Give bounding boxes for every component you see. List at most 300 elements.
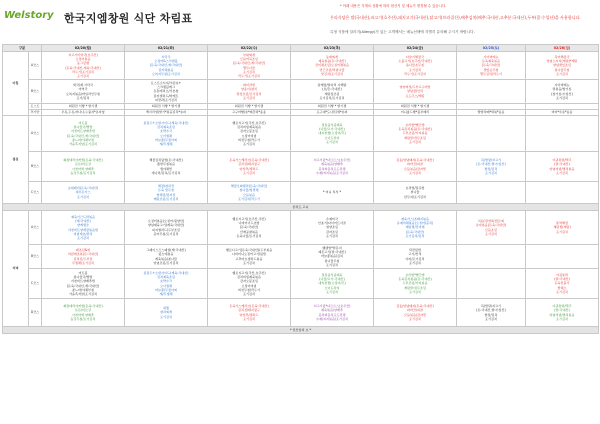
menu-line: 사천마세 양배추 — [72, 166, 94, 171]
course-label: A코스 — [29, 52, 42, 80]
menu-line: 피셔샐러드/두부조림 — [152, 227, 180, 232]
menu-line: 포기김치 — [409, 67, 421, 72]
menu-line: 마늘쫑볶음/김치 — [321, 254, 343, 259]
menu-cell — [42, 245, 125, 269]
menu-line: 단무지/포기김치 — [404, 194, 426, 199]
menu-cell — [42, 182, 125, 204]
menu-line: 제육볶음/양배추 — [321, 308, 343, 313]
menu-line: 파마코/피클 — [407, 162, 423, 167]
meal-label: 아침 — [3, 52, 29, 116]
menu-line: 파마코/피클 — [407, 308, 423, 313]
menu-line: 유제야채볶음(오징어/꽁치) — [396, 221, 434, 226]
menu-cell — [125, 211, 208, 245]
menu-cell — [526, 299, 599, 327]
menu-cell — [42, 52, 125, 80]
menu-line: 돈육가스케라브(돈육:국내산) — [229, 158, 269, 163]
menu-cell — [291, 182, 374, 204]
day-header: 02/20(월) — [42, 45, 125, 52]
menu-line: 돈육가스케라브(돈육:국내산) — [229, 304, 269, 309]
menu-cell — [291, 152, 374, 182]
menu-line: 감자채볶음 — [158, 67, 174, 72]
menu-line: 서천비트양계장볶음밥 — [68, 227, 98, 232]
menu-line: 포기김치 — [243, 141, 255, 146]
menu-line: 오복지볶음/바닐라인무침 — [66, 91, 100, 96]
menu-line: 콩나물국/쌀밥 — [73, 275, 93, 280]
menu-line: 김치전/돼지장구 — [238, 308, 260, 313]
menu-line: 포기김치 — [409, 316, 421, 321]
menu-row — [3, 116, 599, 152]
menu-line: 포기김치 — [243, 170, 255, 175]
menu-cell — [374, 152, 457, 182]
menu-line: 백시리얼/딸기*볶음김치*슈퍼 — [146, 110, 186, 115]
welstory-logo: Welstory — [4, 10, 54, 21]
header — [0, 0, 600, 44]
menu-line: 서천비트양배추밥 — [71, 279, 95, 284]
menu-line: 쌀밥라떼*떡볶*송송 — [477, 110, 505, 115]
menu-line: 쌈장/김치 — [484, 312, 498, 317]
day-header: 02/24(금) — [374, 45, 457, 52]
course-label: A코스 — [29, 116, 42, 152]
menu-line: (돈육:국내산) — [405, 229, 425, 234]
menu-cell — [125, 152, 208, 182]
menu-line: 통역해장 — [556, 221, 568, 226]
menu-cell — [457, 182, 526, 204]
menu-line: 해물김치덮밥(돈:국내산) — [149, 158, 183, 163]
menu-line: (돈:국내산,쌀:수입산) — [476, 308, 506, 313]
menu-line: 포기김치 — [485, 170, 497, 175]
menu-line: 양념비빔/멸치볶음 — [549, 312, 575, 317]
menu-line: 비빔계초/콘치 — [73, 231, 93, 236]
menu-line: 피망과/포기김치 — [155, 97, 177, 102]
course-label: B코스 — [29, 245, 42, 269]
menu-cell — [374, 269, 457, 299]
menu-line: 제육가스/초돼지볶음 — [401, 217, 429, 222]
menu-cell — [208, 245, 291, 269]
menu-line: 포기김치 — [409, 170, 421, 175]
menu-line: 버섯무침/깍두기 — [238, 137, 260, 142]
menu-line: 포기김치 — [77, 235, 89, 240]
menu-line: 포기김치 — [409, 289, 421, 294]
menu-cell — [374, 182, 457, 204]
menu-cell — [374, 116, 457, 152]
menu-line: 포기김치 — [409, 139, 421, 144]
menu-line: 포기김치 — [77, 73, 89, 78]
menu-line: 김치전/두부전 — [73, 256, 93, 261]
menu-line: 포기김치 — [77, 194, 89, 199]
menu-line: 오이도라지 — [324, 135, 340, 140]
menu-line: 두부조림/가지볶음 — [402, 281, 428, 286]
menu-line: 계란찜/진미채 — [405, 225, 425, 230]
menu-line: 목/밥당/쇠고기 — [480, 304, 502, 309]
menu-line: 포기김치 — [556, 229, 568, 234]
menu-cell — [526, 269, 599, 299]
menu-line: 데미라면 — [243, 83, 255, 88]
menu-line: 감자오봉조림 — [240, 279, 258, 284]
menu-line: 새월 — [163, 306, 169, 311]
menu-cell — [526, 52, 599, 80]
menu-line: 닭볶음/참기름 — [552, 87, 572, 92]
menu-line: (돈육:국내산) — [239, 225, 259, 230]
menu-cell — [526, 116, 599, 152]
menu-line: 포기김치 — [243, 95, 255, 100]
menu-table — [2, 44, 599, 334]
notice-allergy: 특정 식품에 알러지(Allergy)가 있는 고객께서는 메뉴선택에 각별히 유의해 주시기 바랍니다. — [330, 30, 475, 34]
menu-line: 호박수국 — [160, 129, 172, 134]
menu-cell — [526, 211, 599, 245]
menu-row — [3, 152, 599, 182]
menu-line: 된장두+소면사이드(계육:국내산) — [143, 121, 189, 126]
menu-line: 산계공찰볶음 — [240, 229, 258, 234]
menu-line: 문어무침/포기김치 — [153, 231, 179, 236]
menu-line: 취나물 — [410, 190, 420, 195]
menu-line: 수제비국 — [326, 217, 338, 222]
menu-line: 나비미니오징어고기/덮밥 — [232, 252, 266, 257]
meal-label: 점심 — [3, 116, 29, 204]
menu-line: (돈육:국내산,계:국내산) — [232, 61, 266, 66]
menu-line: 비빔계초볶(돈:국내산) — [67, 252, 99, 257]
menu-cell — [42, 299, 125, 327]
menu-cell — [526, 152, 599, 182]
menu-line: (돈:국내산,쌀:수입산) — [476, 162, 506, 167]
menu-line: 미니롤드빵*블루베리 — [400, 110, 430, 115]
menu-line: 콩느마/야채부침 — [72, 287, 94, 292]
menu-cell — [42, 80, 125, 104]
menu-line: 고구마빵/슈*레몬떡*송송 — [231, 110, 267, 115]
menu-cell — [291, 299, 374, 327]
menu-line: 포기김치 — [409, 260, 421, 265]
menu-line: 비타*우유*송송 — [551, 110, 573, 115]
course-label: D코스 — [29, 299, 42, 327]
menu-line: 김동/양념돼지(돈육:국내산) — [396, 304, 434, 309]
menu-line: 양념소시지(계란)*계란 — [546, 59, 578, 64]
menu-line: 다슬기해장국 — [406, 55, 424, 60]
menu-cell — [291, 80, 374, 104]
menu-line: 콩나물무침 — [554, 67, 570, 72]
menu-line: 무생채/포기김치 — [72, 260, 94, 265]
menu-line: 소불고기(호주산/국내산) — [398, 59, 432, 64]
menu-line: 오징어볶음(오징어:원양산) — [147, 219, 185, 224]
menu-line: 오이생채 — [160, 133, 172, 138]
menu-line: 돈톤에리오/기본참 — [153, 89, 179, 94]
menu-line: 포기김치 — [485, 231, 497, 236]
menu-cell — [457, 80, 526, 104]
day-header: 02/21(화) — [125, 45, 208, 52]
menu-line: 포기김치 — [326, 233, 338, 238]
menu-line: 확장데리야끼밥(돈육:국내산) — [63, 158, 103, 163]
menu-cell — [125, 182, 208, 204]
menu-line: 쌈채소 — [557, 285, 567, 290]
menu-line: 오이도라지 — [324, 285, 340, 290]
menu-line: 돈육김치볶음(돈:국내산) — [398, 127, 432, 132]
menu-line: (돈육:국내산,계육:국내산) — [65, 65, 101, 70]
menu-line: 영양조림 — [326, 225, 338, 230]
menu-line: 레몬고기(닭:국내산) — [318, 250, 346, 255]
menu-line: 포기김치 — [556, 289, 568, 294]
menu-line: 깍두기/포기김치 — [404, 71, 426, 76]
menu-cell — [291, 52, 374, 80]
menu-line: 확장데리야끼밥(돈육:국내산) — [63, 304, 103, 309]
menu-line: (참기름:수입산) — [551, 91, 573, 96]
menu-cell — [457, 245, 526, 269]
menu-line: 양념장/인덕 — [407, 89, 423, 94]
menu-line: 서천비트양배추밥 — [71, 129, 95, 134]
menu-line: (계:국내산) — [75, 219, 91, 224]
menu-line: 회원전 식빵 * 딸기잼 — [317, 104, 347, 109]
menu-cell — [125, 116, 208, 152]
menu-cell — [457, 269, 526, 299]
menu-line: 돈육깐풍기 — [554, 281, 570, 286]
course-label: B코스 — [29, 152, 42, 182]
menu-cell — [526, 80, 599, 104]
menu-line: 포기김치 — [243, 291, 255, 296]
menu-line: 목/분당연회전/돈찌 — [478, 219, 504, 224]
menu-cell — [208, 80, 291, 104]
course-label: B코스 — [29, 80, 42, 104]
menu-line: 포기김치/김치 — [405, 233, 425, 238]
day-header-sun: 02/26(일) — [526, 45, 599, 52]
menu-line: 꽁치와꽁치포도전채 — [318, 166, 346, 171]
menu-line: 감자샐러드/바게트 — [153, 93, 179, 98]
menu-line: 깻잎순무침 — [483, 67, 499, 72]
menu-cell — [42, 269, 125, 299]
menu-line: 감자오봉조림 — [240, 129, 258, 134]
menu-line: 돈육제육볶음 — [482, 59, 500, 64]
divider-row — [3, 327, 599, 334]
menu-line: 양계생수 — [77, 223, 89, 228]
menu-line: 돈육김치볶음(돈:국내산) — [398, 277, 432, 282]
menu-cell — [125, 80, 208, 104]
menu-line: 모둠볶음/감자찐 — [404, 312, 426, 317]
menu-line: 그레이스즈스페셜(계:국내산) — [146, 248, 186, 253]
menu-line: 떡국/제 시락국 — [73, 83, 93, 88]
menu-line: 아귀통닭/맥주 — [552, 304, 572, 309]
menu-cell — [208, 299, 291, 327]
divider-cell: * 전산입력 보 * — [3, 327, 599, 334]
menu-line: 꽁치와꽁치포도전채 — [318, 312, 346, 317]
menu-line: 계란말이/무조림 — [404, 135, 426, 140]
menu-line: 연근조림/비빔나물 — [319, 67, 345, 72]
menu-line: 포기김치 — [326, 289, 338, 294]
menu-line: 돌나물초무침 — [406, 63, 424, 68]
menu-line: 오징어&스크램블 — [154, 59, 178, 64]
menu-line: 수제/쇠지볶음/포기김치 — [316, 316, 348, 321]
menu-line: 부대찌개 — [243, 53, 255, 58]
category-header: 구분 — [3, 45, 42, 52]
menu-line: 참나물/청경채 — [239, 188, 259, 193]
menu-line: 쇠고기덮*다르르스(호주산) — [313, 158, 351, 163]
menu-line: 김치전/돼지장구 — [238, 162, 260, 167]
menu-cell — [457, 116, 526, 152]
menu-line: 사이버메뉴 — [483, 55, 499, 60]
menu-line: 버섯무침/깍두기 — [238, 287, 260, 292]
menu-cell — [291, 245, 374, 269]
menu-row — [3, 80, 599, 104]
menu-cell — [457, 52, 526, 80]
menu-line: 영양버섯/두부고구마밥 — [399, 85, 431, 90]
menu-line: 김치제육조림 — [157, 125, 175, 130]
menu-line: 계란조림/포기김치 — [153, 196, 179, 201]
menu-line: 감자조림 — [326, 229, 338, 234]
menu-cell — [125, 245, 208, 269]
day-header-sat: 02/25(토) — [457, 45, 526, 52]
menu-line: 포기김치 — [160, 314, 172, 319]
menu-line: 돼조림&뷔 — [75, 248, 91, 253]
menu-line: 아귀통닭 — [556, 273, 568, 278]
menu-line: 모둠어묵조림 — [240, 57, 258, 62]
day-header: 02/23(목) — [291, 45, 374, 52]
menu-line: 동그랑땡 — [77, 61, 89, 66]
menu-line: 내지천찜(오징어/무) — [318, 281, 346, 286]
menu-line: (돈육:국내산,계:국내산) — [66, 283, 100, 288]
menu-line: 닥잔덮밥 — [409, 248, 421, 253]
menu-line: 깍두기/포기김치 — [72, 69, 94, 74]
menu-line: 사이버메뉴 — [554, 83, 570, 88]
menu-line: 시락국 — [161, 55, 171, 60]
menu-line: 미트볼 — [78, 121, 88, 126]
menu-row — [3, 211, 599, 245]
menu-cell — [291, 269, 374, 299]
menu-cell — [374, 299, 457, 327]
menu-cell — [291, 116, 374, 152]
menu-line: (닭:국내산) — [554, 277, 570, 282]
menu-line: 회원전 식빵 * 딸기잼 — [151, 104, 181, 109]
menu-line: 포기김치 — [243, 260, 255, 265]
menu-cell — [457, 152, 526, 182]
menu-line: 양념비빔/멸치볶음 — [549, 166, 575, 171]
menu-cell — [374, 211, 457, 245]
page-title: 한국지엠창원 식단 차림표 — [64, 12, 193, 25]
menu-line: 양념깻잎조림 — [553, 63, 571, 68]
menu-line: 고기/산적 — [408, 252, 422, 257]
menu-line: 쌈채전/감자전 — [156, 192, 176, 197]
day-header: 02/22(수) — [208, 45, 291, 52]
menu-row — [3, 269, 599, 299]
menu-line: 진미채조림/오징어채볶음 — [315, 63, 349, 68]
menu-line: 쌈장/김치 — [484, 166, 498, 171]
menu-line: 제육키근드닭볶음 — [71, 215, 95, 220]
menu-line: 포구대*도나튼/세*슈퍼 — [316, 110, 348, 115]
menu-line: 오이생채 — [160, 283, 172, 288]
menu-cell — [208, 211, 291, 245]
notice-top: * 아래 내용은 식재료 상황에 따라 원산지 및 메뉴가 변경될 수 있습니다. — [340, 4, 447, 8]
menu-line: 미트볼 — [78, 271, 88, 276]
menu-line: (돈육:국내산,계:국내산) — [149, 63, 183, 68]
menu-line: 계/무생채 — [159, 141, 173, 146]
menu-line: 회원전 식빵 * 딸기잼 — [234, 104, 264, 109]
menu-line: 회원전 식빵 * 딸기잼 — [68, 104, 98, 109]
menu-line: 김동/양념돼지(돈육:국내산) — [396, 158, 434, 163]
menu-line: 우유,두유,바나나,누룽지*유자청 — [61, 110, 105, 115]
menu-line: 양송이/참치 — [241, 87, 257, 92]
menu-row — [3, 245, 599, 269]
menu-line: 양념조림/포기김치 — [153, 260, 179, 265]
menu-line: 모둠볶음 — [243, 192, 255, 197]
menu-cell — [42, 211, 125, 245]
menu-line: 회원전 식빵 * 딸기잼 — [400, 104, 430, 109]
menu-cell — [42, 152, 125, 182]
menu-line: 개나리/김치/포기김치 — [151, 170, 181, 175]
menu-line: 참치찌게 — [160, 310, 172, 315]
menu-line: 포기김치 — [326, 262, 338, 267]
menu-line: 팥뇨에볶음 — [158, 252, 174, 257]
menu-cell — [374, 245, 457, 269]
menu-cell — [208, 269, 291, 299]
menu-line: 포도주스/계란 — [405, 93, 425, 98]
menu-line: 야자/포기김치 — [405, 256, 425, 261]
menu-line: (돈육:국내산,계:국내산) — [66, 133, 100, 138]
course-label: 토스트 — [29, 104, 42, 110]
menu-line: (돈육:국내산) — [481, 63, 501, 68]
menu-line: 포기/김치 — [76, 95, 90, 100]
menu-line: 내지천찜(오징어/무) — [318, 131, 346, 136]
menu-cell — [125, 269, 208, 299]
menu-line: 안쵸기/다이어트사골 — [318, 221, 346, 226]
menu-cell — [208, 52, 291, 80]
menu-line: (닭:국내산) — [554, 308, 570, 313]
menu-line: 김치비빔제육볶음 — [237, 125, 261, 130]
menu-line: 포기김치 — [326, 139, 338, 144]
menu-cell — [526, 182, 599, 204]
menu-line: 오징어비빔 — [241, 283, 257, 288]
course-label: A코스 — [29, 211, 42, 245]
menu-line: 수제/쇠지볶음/포기김치 — [316, 170, 348, 175]
course-label: C코스 — [29, 269, 42, 299]
menu-line: (나물/고기:국내산) — [319, 277, 345, 282]
meal-label: 저녁 — [3, 211, 29, 327]
menu-line: 마늘쫑/무장아찌 — [155, 137, 177, 142]
menu-line: 오징어볶음 — [75, 57, 91, 62]
menu-line: 해장/참치전 — [158, 184, 174, 189]
menu-line: 계육볶음/콩나물 — [155, 256, 177, 261]
menu-cell — [125, 299, 208, 327]
menu-line: * 미니 특식 * — [323, 190, 341, 195]
menu-line: 가을흑저알/포기김치 — [69, 141, 97, 146]
course-label: 추가반 — [29, 110, 42, 116]
menu-line: 쇠고기덮*다르르스(호주산) — [313, 304, 351, 309]
menu-cell — [457, 299, 526, 327]
menu-line: 맛김치/포기김치 — [321, 71, 343, 76]
menu-line: 콩나물국/쌀밥 — [73, 125, 93, 130]
menu-line: 생야채찐 — [160, 166, 172, 171]
menu-line: 햄로시고기(돈육:국내산)/두부볶음 — [225, 248, 273, 253]
menu-cell — [374, 80, 457, 104]
menu-line: 동태찌개 — [326, 55, 338, 60]
menu-line: 포기김치 — [556, 71, 568, 76]
menu-line: 김치제육조림 — [157, 275, 175, 280]
menu-line: 포기김치 — [556, 95, 568, 100]
menu-line: 계/무생채 — [159, 291, 173, 296]
menu-line: 오징어비빔 — [241, 133, 257, 138]
menu-line: 된장두+소면사이드(계육:국내산) — [143, 271, 189, 276]
menu-line: 가을흑저알/포기김치 — [69, 291, 97, 296]
menu-line: 모둠조림 — [485, 227, 497, 232]
menu-line: 새우돈가스 — [75, 190, 91, 195]
menu-line: 쇠고기미역국(호주산) — [68, 53, 98, 58]
divider-cell: 본리도 고니 — [3, 204, 599, 211]
menu-line: 제육볶음(돈:국내산) — [318, 59, 346, 64]
menu-line: 유자볶음(돈육:국내산) — [475, 223, 507, 228]
menu-cell — [208, 152, 291, 182]
menu-cell — [526, 245, 599, 269]
divider-row — [3, 204, 599, 211]
menu-cell — [208, 116, 291, 152]
menu-line: 콩나물무침 — [324, 258, 340, 263]
menu-cell — [374, 52, 457, 80]
menu-line: 양념제육고기(계육:국내산) — [147, 223, 185, 228]
menu-line: 보리밥/잡곡밥 — [405, 186, 425, 191]
menu-cell — [125, 52, 208, 80]
menu-row — [3, 299, 599, 327]
